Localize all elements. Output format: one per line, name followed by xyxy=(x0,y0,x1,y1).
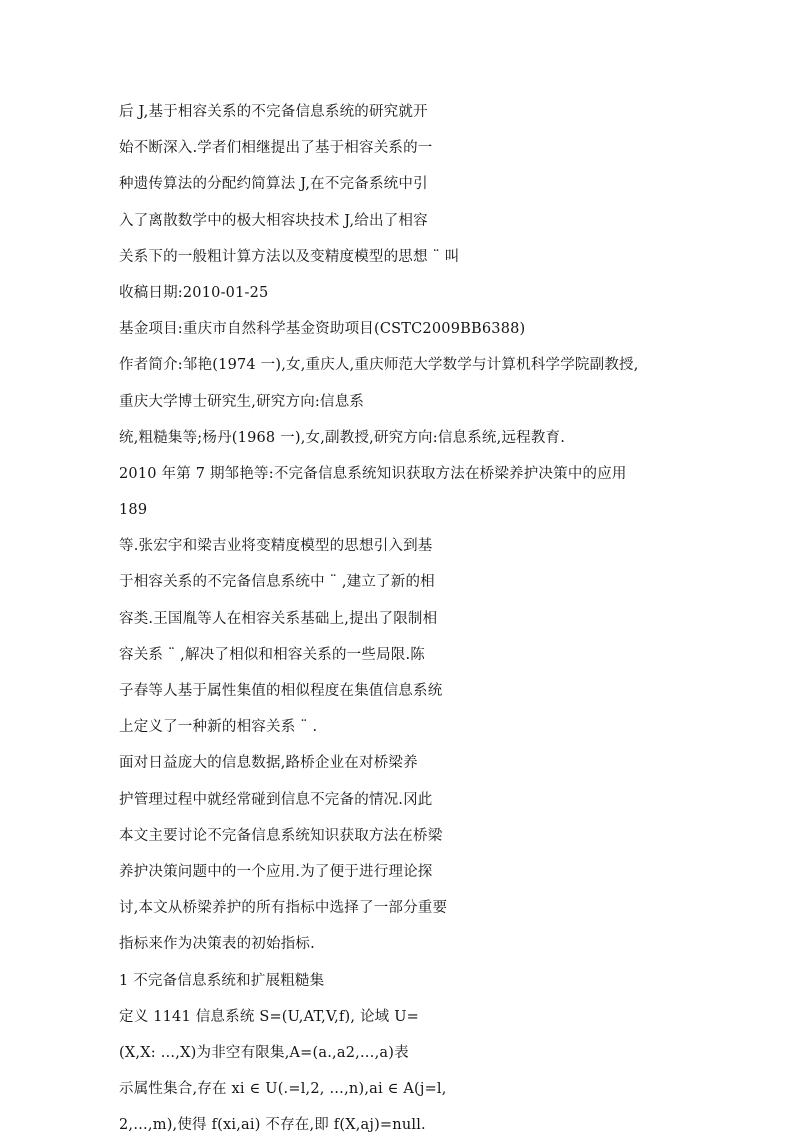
received-date: 收稿日期:2010-01-25 xyxy=(119,284,269,301)
text-line: 等.张宏宇和梁吉业将变精度模型的思想引入到基 xyxy=(119,538,433,555)
body-text xyxy=(119,94,719,1143)
text-line: 后 J,基于相容关系的不完备信息系统的研究就开 xyxy=(119,104,428,120)
section-heading: 1 不完备信息系统和扩展粗糙集 xyxy=(119,972,325,989)
text-line: 定义 1141 信息系统 S=(U,AT,V,f), 论域 U= xyxy=(119,1008,419,1025)
text-line: 关系下的一般粗计算方法以及变精度模型的思想 ¨ 叫 xyxy=(119,248,460,265)
author-info: 统,粗糙集等;杨丹(1968 一),女,副教授,研究方向:信息系统,远程教育. xyxy=(119,429,566,446)
text-line: 始不断深入.学者们相继提出了基于相容关系的一 xyxy=(119,140,433,157)
text-line: (X,X: …,X)为非空有限集,A=(a.,a2,…,a)表 xyxy=(119,1044,409,1061)
text-line: 指标来作为决策表的初始指标. xyxy=(119,936,315,953)
running-header: 2010 年第 7 期邹艳等:不完备信息系统知识获取方法在桥梁养护决策中的应用 xyxy=(119,465,627,482)
text-line: 示属性集合,存在 xi ∈ U(.=l,2, …,n),ai ∈ A(j=l, xyxy=(119,1081,447,1098)
text-line: 入了离散数学中的极大相容块技术 J,给出了相容 xyxy=(119,212,428,229)
text-line: 上定义了一种新的相容关系 ¨ . xyxy=(119,719,318,736)
text-line: 种遗传算法的分配约简算法 J,在不完备系统中引 xyxy=(119,176,428,193)
funding-info: 基金项目:重庆市自然科学基金资助项目(CSTC2009BB6388) xyxy=(119,321,526,338)
text-line: 子春等人基于属性集值的相似程度在集值信息系统 xyxy=(119,683,443,699)
author-info: 重庆大学博士研究生,研究方向:信息系 xyxy=(119,393,365,410)
text-line: 2,…,m),使得 f(xi,ai) 不存在,即 f(X,aj)=null. xyxy=(119,1117,426,1134)
author-info: 作者简介:邹艳(1974 一),女,重庆人,重庆师范大学数学与计算机科学学院副教授, xyxy=(119,357,639,374)
text-line: 容类.王国胤等人在相容关系基础上,提出了限制相 xyxy=(119,610,438,627)
text-line: 护管理过程中就经常碰到信息不完备的情况.冈此 xyxy=(119,791,433,808)
text-line: 本文主要讨论不完备信息系统知识获取方法在桥梁 xyxy=(119,827,443,844)
text-line: 容关系 ¨ ,解决了相似和相容关系的一些局限.陈 xyxy=(119,646,425,663)
text-line: 于相容关系的不完备信息系统中 ¨ ,建立了新的相 xyxy=(119,574,435,591)
text-line: 养护决策问题中的一个应用.为了便于进行理论探 xyxy=(119,863,433,880)
text-line: 讨,本文从桥梁养护的所有指标中选择了一部分重要 xyxy=(119,900,448,917)
text-line: 面对日益庞大的信息数据,路桥企业在对桥梁养 xyxy=(119,755,418,772)
page-number: 189 xyxy=(119,502,148,519)
